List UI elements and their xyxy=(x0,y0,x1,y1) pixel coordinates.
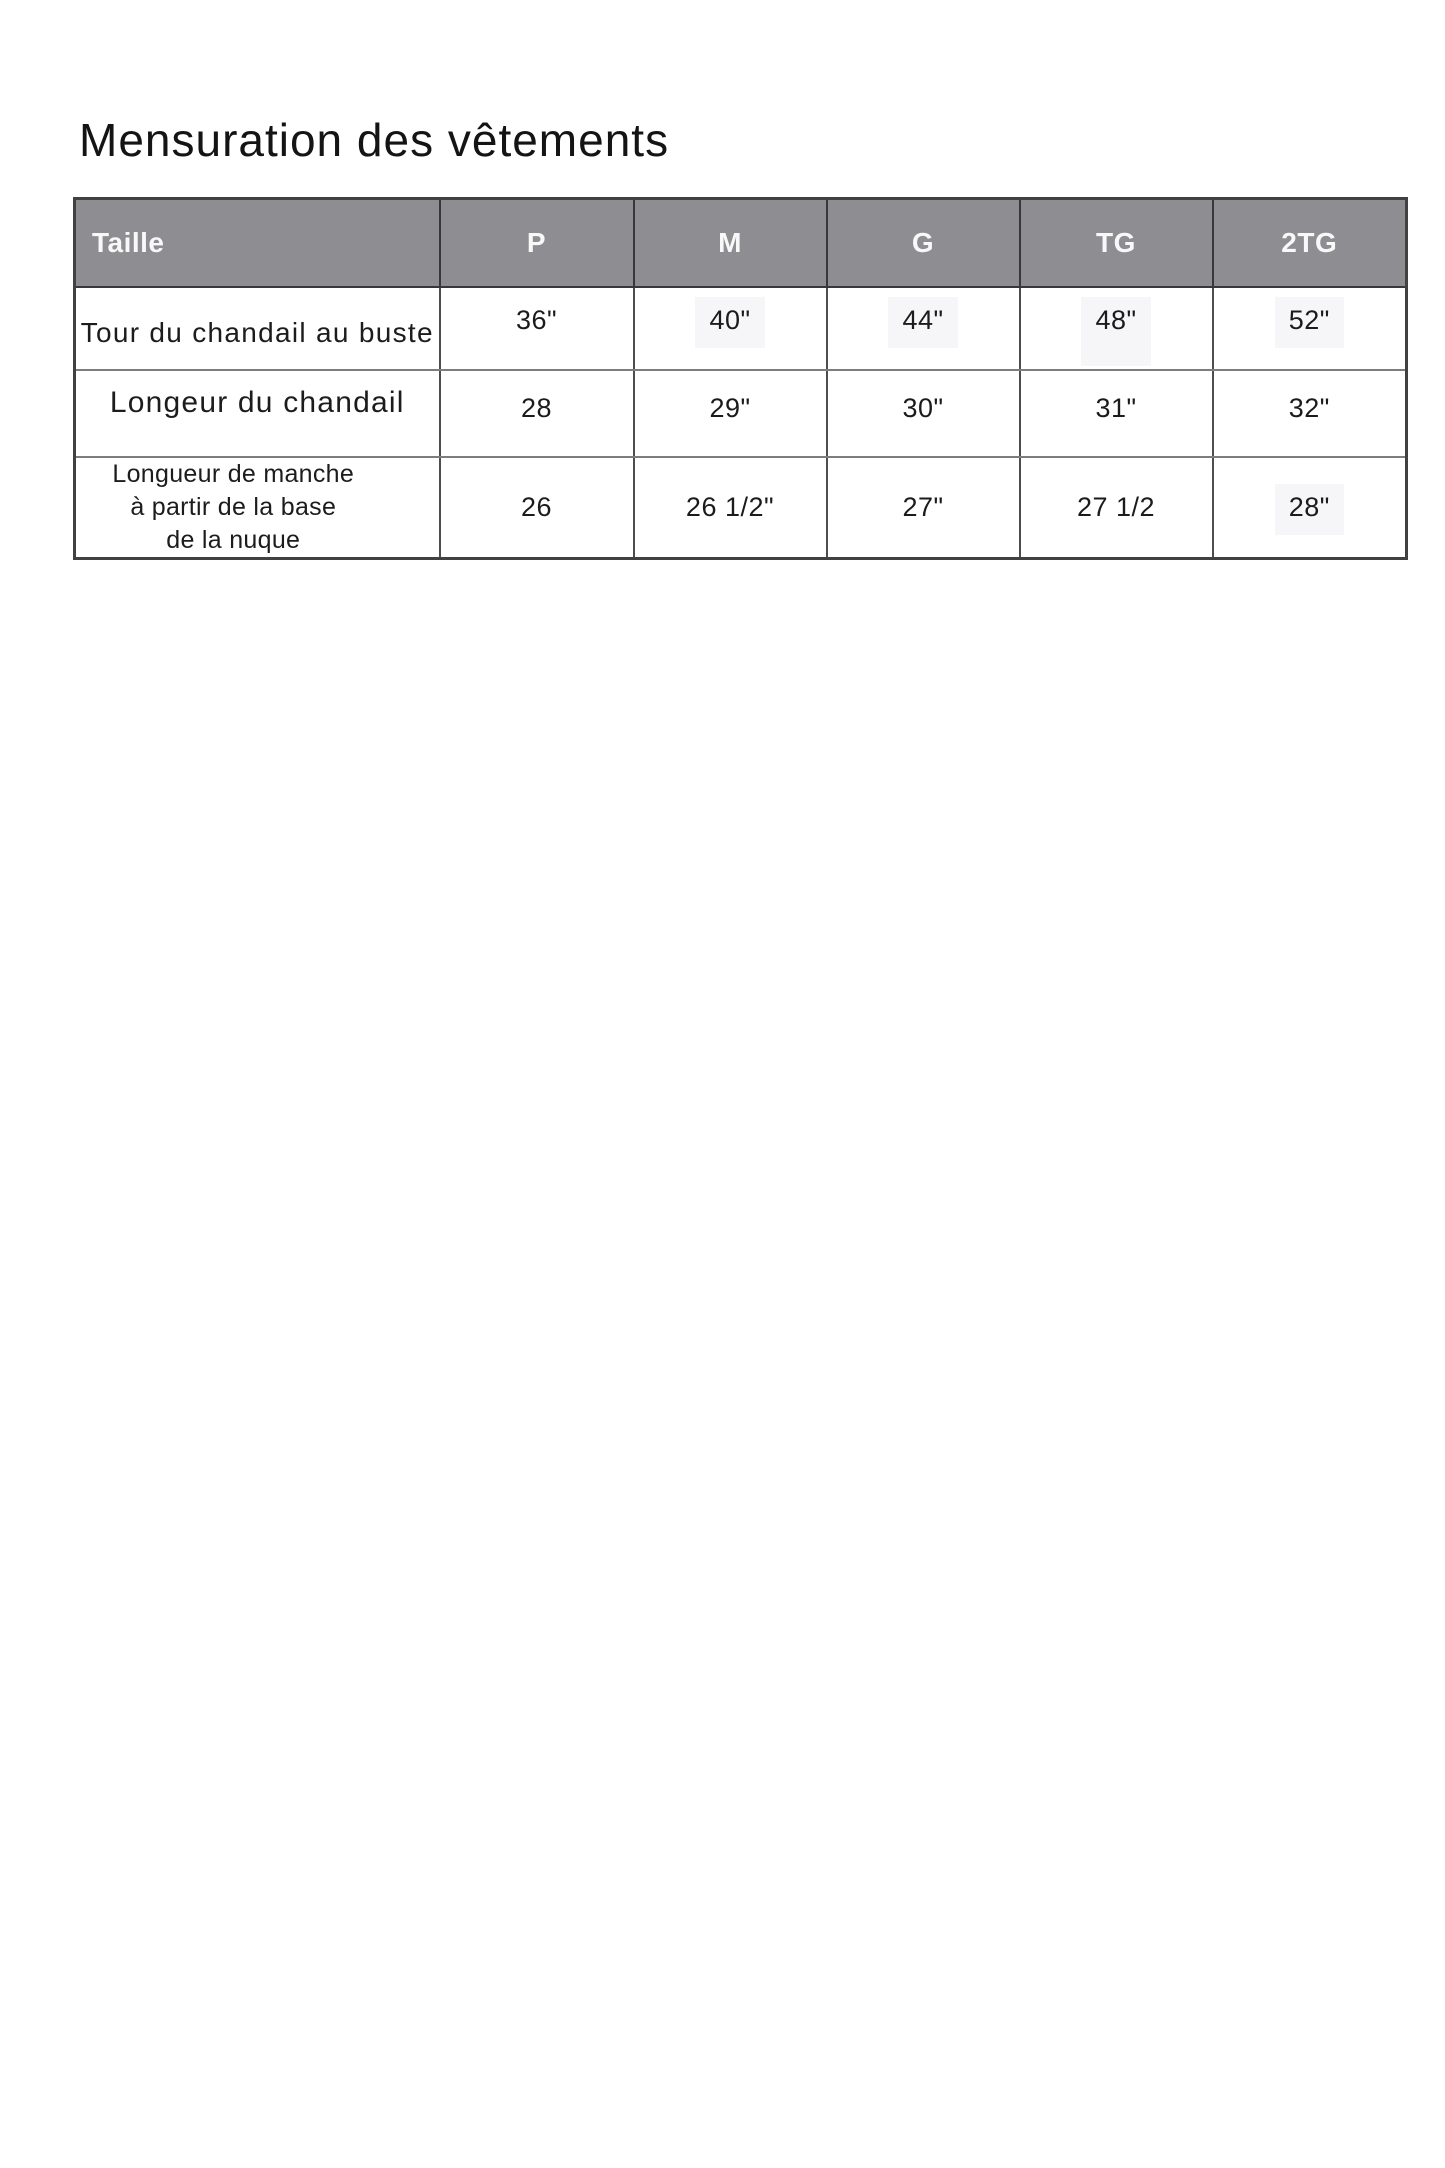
value-text: 36" xyxy=(515,304,558,335)
column-header-m: M xyxy=(634,199,827,287)
value-sleeve-g xyxy=(827,457,1020,559)
value-sleeve-tg xyxy=(1020,457,1213,559)
row-label-length: Longeur du chandail xyxy=(75,370,440,457)
label-line: Longueur de manche xyxy=(112,459,355,488)
row-label-sleeve xyxy=(75,457,440,559)
value-text: 48" xyxy=(1081,297,1150,366)
value-sleeve-p xyxy=(440,457,634,559)
value-sleeve-2tg xyxy=(1213,457,1407,559)
value-length-m xyxy=(634,370,827,457)
value-bust-2tg xyxy=(1213,287,1407,370)
value-text: 28" xyxy=(1275,484,1344,535)
value-text: 29" xyxy=(709,393,751,423)
table-row-bust xyxy=(75,287,1407,370)
column-header-2tg: 2TG xyxy=(1213,199,1407,287)
label-line: à partir de la base xyxy=(130,492,337,521)
value-text: 32" xyxy=(1288,393,1330,423)
value-bust-g xyxy=(827,287,1020,370)
table-row-sleeve xyxy=(75,457,1407,559)
value-length-p xyxy=(440,370,634,457)
value-text: 30" xyxy=(902,393,944,423)
value-text: 27 1/2 xyxy=(1076,491,1156,522)
value-length-2tg xyxy=(1213,370,1407,457)
value-bust-p xyxy=(440,287,634,370)
row-label-bust: Tour du chandail au buste xyxy=(75,287,440,370)
column-header-taille: Taille xyxy=(75,199,440,287)
page-title: Mensuration des vêtements xyxy=(79,114,670,166)
value-text: 27" xyxy=(902,491,944,522)
value-text: 26 1/2" xyxy=(685,491,775,522)
value-text: 26 xyxy=(520,491,553,522)
column-header-g: G xyxy=(827,199,1020,287)
header-row xyxy=(75,199,1407,287)
value-text: 44" xyxy=(888,297,957,348)
value-sleeve-m xyxy=(634,457,827,559)
size-chart-table xyxy=(73,197,1408,560)
value-text: 40" xyxy=(695,297,764,348)
value-bust-m xyxy=(634,287,827,370)
label-line: de la nuque xyxy=(166,525,301,554)
value-text: 52" xyxy=(1275,297,1344,348)
column-header-p: P xyxy=(440,199,634,287)
table-row-length xyxy=(75,370,1407,457)
value-bust-tg xyxy=(1020,287,1213,370)
value-length-tg xyxy=(1020,370,1213,457)
value-text: 28 xyxy=(520,393,553,423)
column-header-tg: TG xyxy=(1020,199,1213,287)
value-length-g xyxy=(827,370,1020,457)
value-text: 31" xyxy=(1095,393,1137,423)
